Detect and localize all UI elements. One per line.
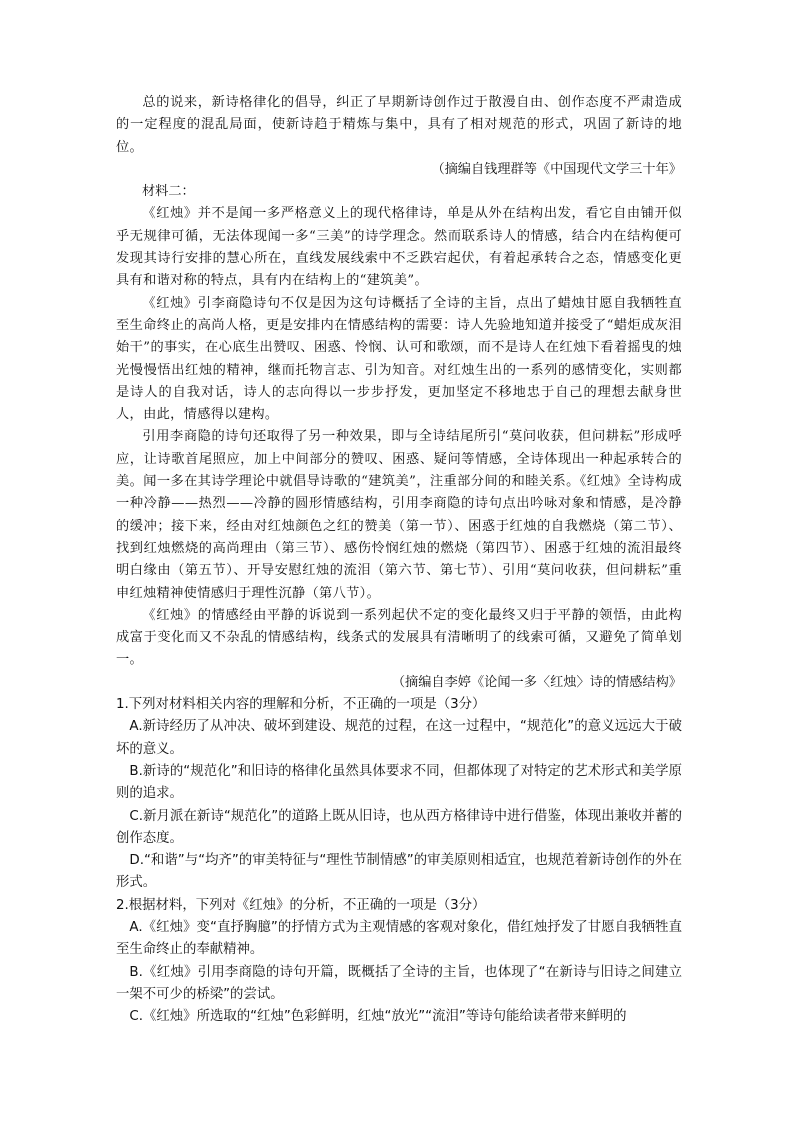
question-1-option-b: B.新诗的“规范化”和旧诗的格律化虽然具体要求不同，但都体现了对特定的艺术形式和美学原则的追求。 [116, 763, 682, 802]
material2-paragraph-4: 《红烛》的情感经由平静的诉说到一系列起伏不定的变化最终又归于平静的领悟，由此构成富于变化而又不杂乱的情感结构，线条式的发展具有清晰明了的线索可循，又避免了简单划一。 [116, 607, 682, 668]
question-2-stem: 2.根据材料，下列对《红烛》的分析，不正确的一项是（3分） [116, 897, 486, 913]
material2-title: 材料二： [142, 184, 195, 200]
question-1-option-a: A.新诗经历了从冲决、破坏到建设、规范的过程，在这一过程中，“规范化”的意义远远大于破坏的意义。 [116, 719, 682, 757]
question-1-option-c: C.新月派在新诗“规范化”的道路上既从旧诗，也从西方格律诗中进行借鉴，体现出兼收并蓄的创作态度。 [116, 808, 682, 846]
material1-source: （摘编自钱理群等《中国现代文学三十年》 [431, 161, 682, 177]
document-page [116, 92, 682, 1028]
question-2-option-c: C.《红烛》所选取的“红烛”色彩鲜明，红烛“放光”“流泪”等诗句能给读者带来鲜明的 [129, 1009, 627, 1025]
question-2-option-a: A.《红烛》变“直抒胸臆”的抒情方式为主观情感的客观对象化，借红烛抒发了甘愿自我牺牲直至生命终止的奉献精神。 [116, 919, 682, 958]
question-1-option-d: D.“和谐”与“均齐”的审美特征与“理性节制情感”的审美原则相适宜，也规范着新诗创作的外在形式。 [116, 853, 682, 891]
material2-paragraph-3: 引用李商隐的诗句还取得了另一种效果，即与全诗结尾所引“莫问收获，但问耕耘”形成呼应，让诗歌首尾照应，加上中间部分的赞叹、困惑、疑问等情感，全诗体现出一种起承转合的美。闻一多在其诗学理论中就倡导诗歌的“建筑美”，注重部分间的和睦关系。《红烛》全诗构成一种冷静——热烈——冷静的圆形情感结构，引用李商隐的诗句点出吟咏对象和情感，是冷静的缓冲；接下来，经由对红烛颜色之红的赞美（第一节）、困惑于红烛的自我燃烧（第二节）、找到红烛燃烧的高尚理由（第三节）、感伤怜悯红烛的燃烧（第四节）、困惑于红烛的流泪最终明白缘由（第五节）、开导安慰红烛的流泪（第六节、第七节）、引用“莫问收获，但问耕耘”重申红烛精神使情感归于理性沉静（第八节）。 [116, 429, 682, 601]
material2-source: （摘编自李婷《论闻一多〈红烛〉诗的情感结构》 [391, 674, 682, 690]
question-1-stem: 1.下列对材料相关内容的理解和分析，不正确的一项是（3分） [116, 697, 486, 713]
material2-paragraph-1: 《红烛》并不是闻一多严格意义上的现代格律诗，单是从外在结构出发，看它自由铺开似乎无规律可循，无法体现闻一多“三美”的诗学理念。然而联系诗人的情感，结合内在结构便可发现其诗行安排的慧心所在，直线发展线索中不乏跌宕起伏，有着起承转合之态，情感变化更具有和谐对称的特点，具有内在结构上的“建筑美”。 [116, 206, 682, 289]
question-2-option-b: B.《红烛》引用李商隐的诗句开篇，既概括了全诗的主旨，也体现了“在新诗与旧诗之间建立一架不可少的桥梁”的尝试。 [116, 964, 682, 1002]
material2-paragraph-2: 《红烛》引李商隐诗句不仅是因为这句诗概括了全诗的主旨，点出了蜡烛甘愿自我牺牲直至生命终止的高尚人格，更是安排内在情感结构的需要：诗人先验地知道并接受了“蜡炬成灰泪始干”的事实，在心底生出赞叹、困惑、怜悯、认可和歌颂，而不是诗人在红烛下看着摇曳的烛光慢慢悟出红烛的精神，继而托物言志、引为知音。对红烛生出的一系列的感情变化，实则都是诗人的自我对话，诗人的志向得以一步步抒发，更加坚定不移地忠于自己的理想去献身世人，由此，情感得以建构。 [116, 295, 682, 423]
material1-closing-paragraph: 总的说来，新诗格律化的倡导，纠正了早期新诗创作过于散漫自由、创作态度不严肃造成的一定程度的混乱局面，使新诗趋于精炼与集中，具有了相对规范的形式，巩固了新诗的地位。 [116, 95, 682, 155]
